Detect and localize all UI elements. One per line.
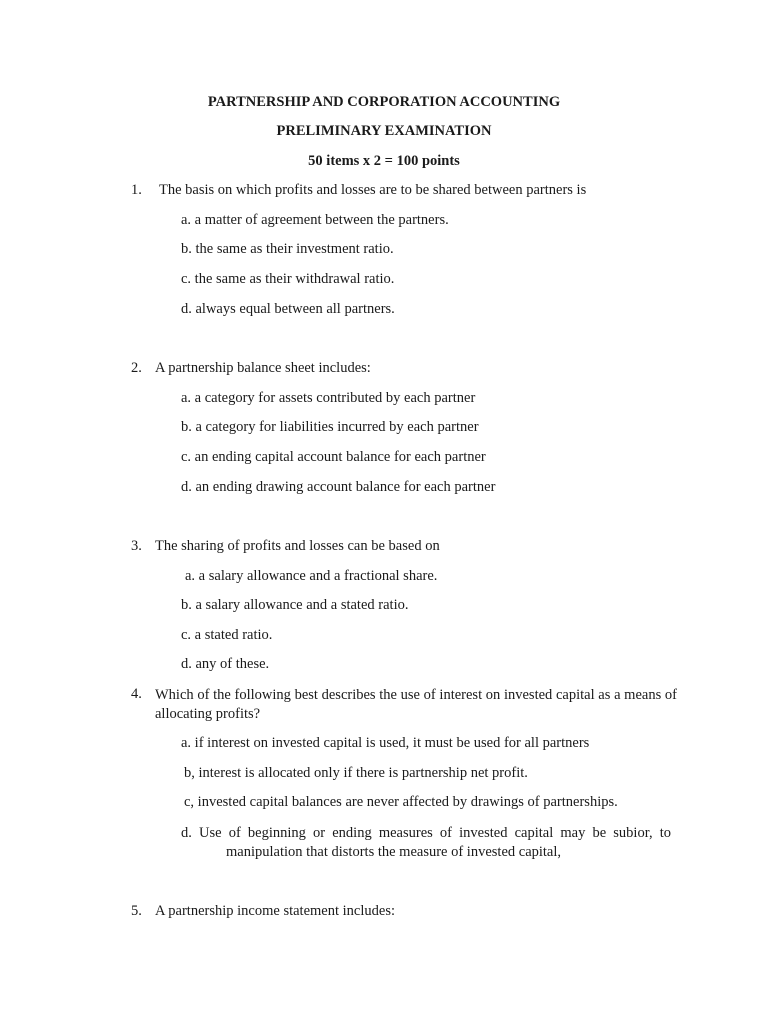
question-1-option-d: d. always equal between all partners.	[181, 301, 395, 317]
question-3-number: 3.	[131, 538, 142, 554]
question-3-option-c: c. a stated ratio.	[181, 627, 273, 643]
question-4-option-a: a. if interest on invested capital is used, it must be used for all partners	[181, 735, 590, 751]
question-1-text: The basis on which profits and losses are to be shared between partners is	[159, 182, 587, 198]
question-2-text: A partnership balance sheet includes:	[155, 360, 371, 376]
question-4-text: Which of the following best describes the use of interest on invested capital as a means of allocating profits?	[155, 687, 677, 722]
question-2-option-b: b. a category for liabilities incurred by each partner	[181, 419, 479, 435]
exam-points: 50 items x 2 = 100 points	[308, 153, 460, 169]
question-4-option-b: b, interest is allocated only if there is partnership net profit.	[184, 765, 528, 781]
question-1-option-b: b. the same as their investment ratio.	[181, 241, 394, 257]
question-3-text: The sharing of profits and losses can be based on	[155, 538, 440, 554]
question-5-number: 5.	[131, 903, 142, 919]
question-3-option-a: a. a salary allowance and a fractional share.	[185, 568, 438, 584]
question-2-option-c: c. an ending capital account balance for each partner	[181, 449, 486, 465]
question-4-option-d-block	[181, 824, 671, 862]
question-1-option-c: c. the same as their withdrawal ratio.	[181, 271, 395, 287]
question-4-option-d: d. Use of beginning or ending measures of invested capital may be subior, to	[181, 825, 671, 841]
question-2-option-d: d. an ending drawing account balance for each partner	[181, 479, 496, 495]
question-2-option-a: a. a category for assets contributed by each partner	[181, 390, 476, 406]
question-3-option-b: b. a salary allowance and a stated ratio.	[181, 597, 409, 613]
exam-title: PARTNERSHIP AND CORPORATION ACCOUNTING	[207, 94, 561, 110]
question-5-text: A partnership income statement includes:	[155, 903, 395, 919]
question-3-option-d: d. any of these.	[181, 656, 270, 672]
question-4-option-c: c, invested capital balances are never affected by drawings of partnerships.	[184, 794, 618, 810]
exam-subtitle: PRELIMINARY EXAMINATION	[276, 123, 492, 139]
question-4-option-d-continuation: manipulation that distorts the measure of invested capital,	[226, 844, 562, 860]
question-2-number: 2.	[131, 360, 142, 376]
question-1-option-a: a. a matter of agreement between the partners.	[181, 212, 449, 228]
question-4-number: 4.	[131, 686, 142, 702]
question-1-number: 1.	[131, 182, 142, 198]
